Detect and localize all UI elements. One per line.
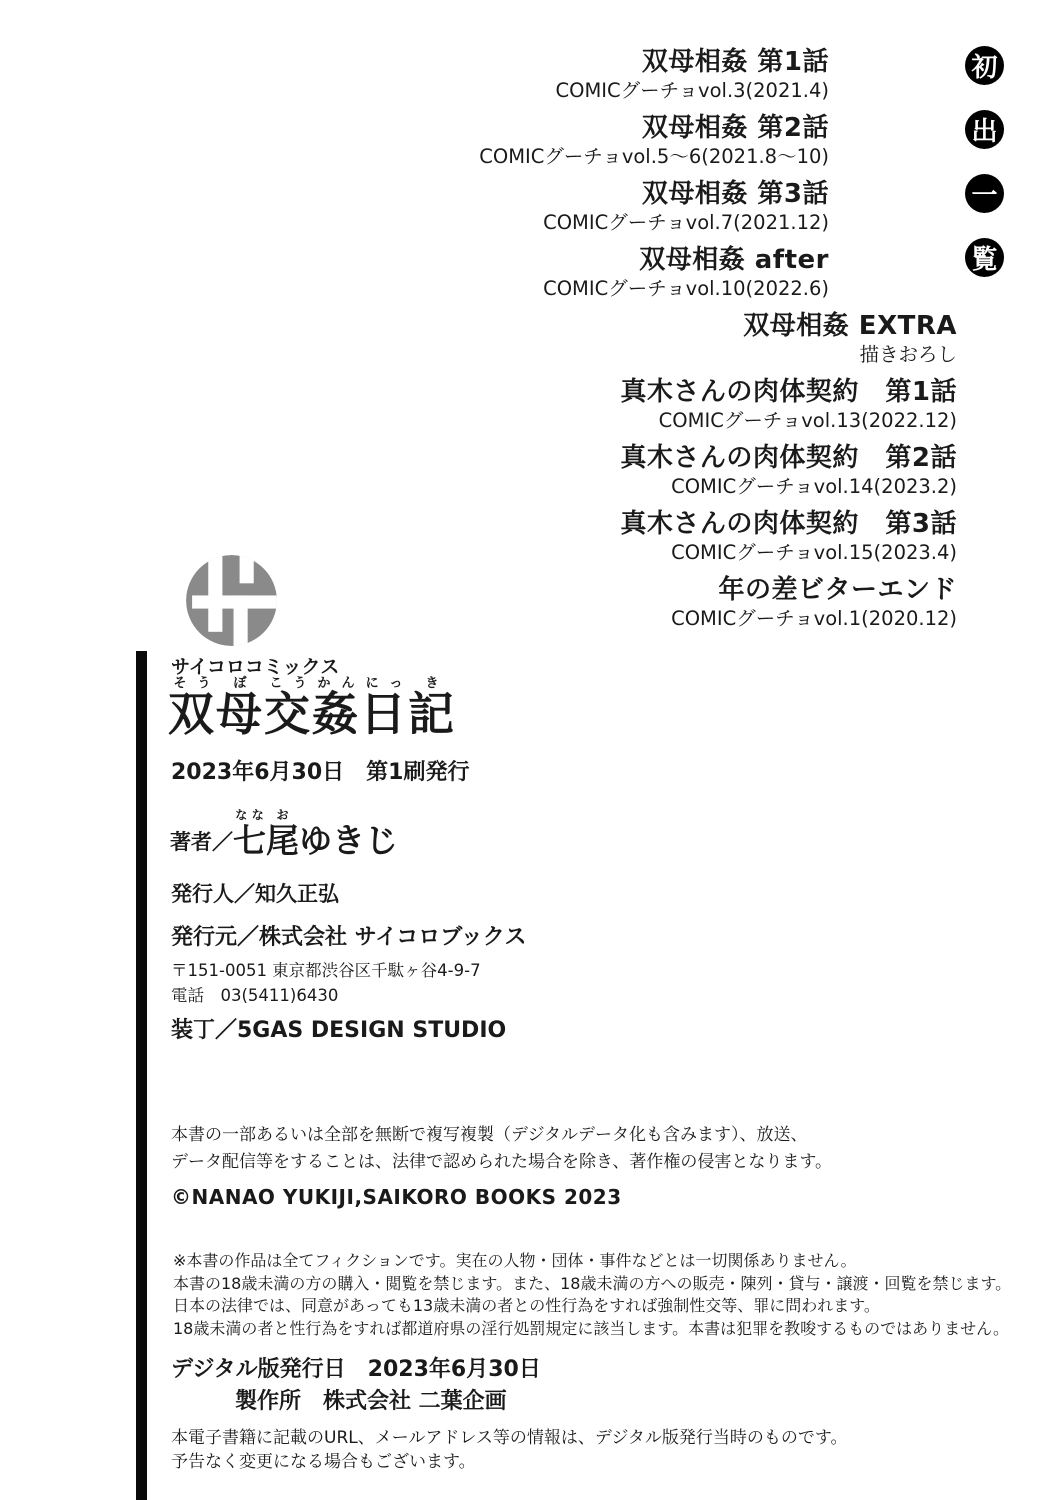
publication-entry — [357, 112, 957, 170]
publication-entry — [357, 244, 957, 302]
publication-source: COMICグーチョvol.14(2023.2) — [671, 475, 957, 498]
url-validity-line: 予告なく変更になる場合もございます。 — [171, 1452, 476, 1472]
badge-ran: 覧 — [965, 238, 1004, 277]
print-date: 2023年6月30日 第1刷発行 — [171, 760, 470, 785]
publisher-phone: 電話 03(5411)6430 — [171, 986, 339, 1005]
publication-title: 双母相姦 EXTRA — [743, 311, 957, 341]
copyright-notice-line: 本書の一部あるいは全部を無断で複写複製（デジタルデータ化も含みます）、放送、 — [171, 1125, 808, 1145]
imprint-label: サイコロコミックス — [171, 656, 340, 678]
first-publication-list — [357, 46, 957, 640]
publication-source: COMICグーチョvol.13(2022.12) — [658, 409, 957, 432]
disclaimer-line: 18歳未満の者と性行為をすれば都道府県の淫行処罰規定に該当します。本書は犯罪を教唆するものではありません。 — [173, 1318, 1010, 1338]
publication-entry — [357, 46, 957, 104]
left-rule-bar — [136, 651, 147, 1500]
disclaimer-line: ※本書の作品は全てフィクションです。実在の人物・団体・事件などとは一切関係ありません。 — [173, 1251, 857, 1270]
author-label: 著者／ — [170, 830, 233, 854]
copyright-notice-line: データ配信等をすることは、法律で認められた場合を除き、著作権の侵害となります。 — [171, 1152, 832, 1172]
cover-design-credit: 装丁／5GAS DESIGN STUDIO — [171, 1018, 507, 1043]
author-name: 七なな尾おゆきじ — [233, 808, 398, 860]
publisher-person: 発行人／知久正弘 — [171, 882, 339, 906]
publisher-address: 〒151-0051 東京都渋谷区千駄ヶ谷4-9-7 — [171, 961, 481, 980]
badge-ichi: 一 — [965, 174, 1004, 213]
publication-title: 双母相姦 第3話 — [641, 179, 829, 209]
badge-hatsu: 初 — [965, 46, 1004, 85]
url-validity-line: 本電子書籍に記載のURL、メールアドレス等の情報は、デジタル版発行当時のものです。 — [171, 1428, 848, 1448]
disclaimer-line: 本書の18歳未満の方の購入・閲覧を禁じます。また、18歳未満の方への販売・陳列・貸与・譲渡・回覧を禁じます。 — [173, 1273, 1012, 1293]
publication-source: COMICグーチョvol.15(2023.4) — [671, 541, 957, 564]
saikoro-books-logo-icon — [183, 552, 280, 649]
copyright-line: ©NANAO YUKIJI,SAIKORO BOOKS 2023 — [171, 1185, 622, 1209]
publication-title: 双母相姦 第1話 — [641, 47, 829, 77]
publication-source: COMICグーチョvol.1(2020.12) — [671, 607, 957, 630]
publication-title: 真木さんの肉体契約 第2話 — [620, 443, 957, 473]
publication-title: 双母相姦 after — [639, 245, 829, 275]
badge-shutsu: 出 — [965, 110, 1004, 149]
publication-source: 描きおろし — [859, 343, 957, 366]
publication-entry — [357, 376, 957, 434]
digital-edition-date: デジタル版発行日 2023年6月30日 — [171, 1357, 541, 1382]
digital-edition-block — [171, 1354, 541, 1418]
production-company: 製作所 株式会社 二葉企画 — [235, 1389, 507, 1414]
url-validity-note — [171, 1426, 848, 1474]
book-title: 双そう母ぼ交こう姦かん日にっ記き — [168, 676, 456, 741]
publication-entry — [357, 310, 957, 368]
publication-source: COMICグーチョvol.3(2021.4) — [555, 79, 829, 102]
publication-title: 双母相姦 第2話 — [641, 113, 829, 143]
publication-source: COMICグーチョvol.7(2021.12) — [543, 211, 829, 234]
author-line — [170, 808, 398, 862]
publication-title: 年の差ビターエンド — [718, 575, 957, 605]
disclaimer-block — [173, 1250, 1011, 1340]
publication-source: COMICグーチョvol.5～6(2021.8～10) — [479, 145, 829, 168]
publication-entry — [357, 508, 957, 566]
publication-entry — [357, 442, 957, 500]
publisher-company: 発行元／株式会社 サイコロブックス — [171, 925, 527, 950]
disclaimer-line: 日本の法律では、同意があっても13歳未満の者との性行為をすれば強制性交等、罪に問われます。 — [173, 1296, 880, 1315]
copyright-notice — [171, 1122, 832, 1176]
publication-entry — [357, 574, 957, 632]
first-publication-heading — [965, 46, 1004, 277]
publication-title: 真木さんの肉体契約 第3話 — [620, 509, 957, 539]
publication-entry — [357, 178, 957, 236]
publication-source: COMICグーチョvol.10(2022.6) — [543, 277, 829, 300]
publication-title: 真木さんの肉体契約 第1話 — [620, 377, 957, 407]
